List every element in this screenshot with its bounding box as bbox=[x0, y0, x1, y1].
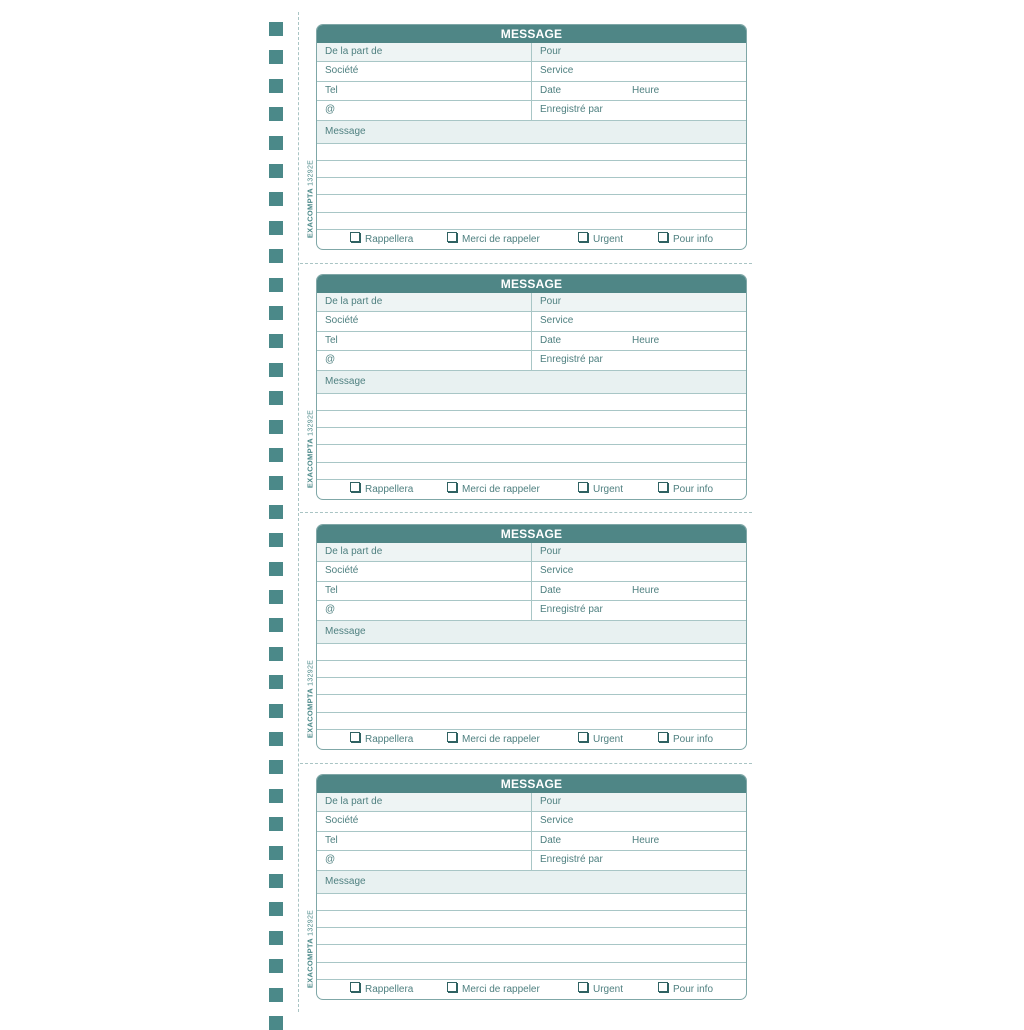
for-field[interactable]: Pour bbox=[540, 796, 562, 807]
form-title: MESSAGE bbox=[317, 25, 746, 43]
binding-hole bbox=[269, 192, 283, 206]
message-line[interactable] bbox=[317, 945, 746, 962]
recorded-by-field[interactable]: Enregistré par bbox=[540, 854, 603, 866]
info-checkbox[interactable] bbox=[658, 233, 713, 247]
message-form bbox=[316, 774, 747, 1000]
checkbox-icon[interactable] bbox=[350, 232, 360, 242]
callback-checkbox[interactable] bbox=[350, 483, 413, 497]
message-form bbox=[316, 24, 747, 250]
side-label bbox=[304, 404, 316, 494]
row-company-service bbox=[317, 62, 746, 81]
from-field[interactable]: De la part de bbox=[317, 543, 532, 561]
checkbox-label: Pour info bbox=[673, 734, 714, 746]
binding-hole bbox=[269, 732, 283, 746]
form-title: MESSAGE bbox=[317, 275, 746, 293]
checkbox-label: Rappellera bbox=[365, 484, 414, 496]
binding-hole bbox=[269, 278, 283, 292]
message-label: Message bbox=[317, 871, 746, 894]
date-label: Date bbox=[540, 334, 562, 346]
time-label: Heure bbox=[632, 334, 660, 346]
brand-name: EXACOMPTA bbox=[305, 688, 315, 739]
urgent-checkbox[interactable] bbox=[578, 983, 623, 997]
message-line[interactable] bbox=[317, 195, 746, 212]
binding-hole bbox=[269, 988, 283, 1002]
service-field[interactable]: Service bbox=[540, 315, 574, 327]
message-label: Message bbox=[317, 121, 746, 144]
from-field[interactable]: De la part de bbox=[317, 43, 532, 61]
row-email-recorded bbox=[317, 601, 746, 620]
binding-hole bbox=[269, 79, 283, 93]
checkbox-icon[interactable] bbox=[578, 232, 588, 242]
info-checkbox[interactable] bbox=[658, 983, 713, 997]
please-call-checkbox[interactable] bbox=[447, 233, 540, 247]
form-title: MESSAGE bbox=[317, 525, 746, 543]
message-line[interactable] bbox=[317, 713, 746, 730]
date-time-field[interactable] bbox=[532, 332, 746, 350]
time-label: Heure bbox=[632, 834, 660, 846]
email-field[interactable]: @ bbox=[317, 101, 532, 119]
checkbox-icon[interactable] bbox=[578, 732, 588, 742]
row-tel-date bbox=[317, 582, 746, 601]
row-tel-date bbox=[317, 332, 746, 351]
recorded-by-field[interactable]: Enregistré par bbox=[540, 354, 603, 366]
tel-field[interactable]: Tel bbox=[317, 332, 532, 350]
checkbox-icon[interactable] bbox=[658, 982, 668, 992]
spiral-binding bbox=[269, 0, 283, 1024]
checkbox-icon[interactable] bbox=[350, 982, 360, 992]
message-line[interactable] bbox=[317, 644, 746, 661]
company-field[interactable]: Société bbox=[317, 812, 532, 830]
tel-field[interactable]: Tel bbox=[317, 832, 532, 850]
checkbox-row bbox=[317, 230, 746, 250]
binding-hole bbox=[269, 846, 283, 860]
checkbox-label: Urgent bbox=[593, 984, 624, 996]
binding-hole bbox=[269, 704, 283, 718]
brand-name: EXACOMPTA bbox=[305, 188, 315, 239]
checkbox-icon[interactable] bbox=[658, 732, 668, 742]
binding-hole bbox=[269, 22, 283, 36]
recorded-by-field[interactable]: Enregistré par bbox=[540, 604, 603, 616]
service-field[interactable]: Service bbox=[540, 65, 574, 77]
binding-hole bbox=[269, 647, 283, 661]
row-email-recorded bbox=[317, 851, 746, 870]
side-text bbox=[306, 910, 315, 988]
checkbox-icon[interactable] bbox=[447, 982, 457, 992]
binding-hole bbox=[269, 789, 283, 803]
message-line[interactable] bbox=[317, 144, 746, 161]
time-label: Heure bbox=[632, 84, 660, 96]
checkbox-icon[interactable] bbox=[658, 232, 668, 242]
row-email-recorded bbox=[317, 101, 746, 120]
row-from-for bbox=[317, 543, 746, 562]
message-line[interactable] bbox=[317, 463, 746, 480]
service-field[interactable]: Service bbox=[540, 815, 574, 827]
email-field[interactable]: @ bbox=[317, 601, 532, 619]
checkbox-icon[interactable] bbox=[578, 482, 588, 492]
side-label bbox=[304, 154, 316, 244]
message-line[interactable] bbox=[317, 394, 746, 411]
binding-hole bbox=[269, 618, 283, 632]
message-line[interactable] bbox=[317, 661, 746, 678]
binding-hole bbox=[269, 476, 283, 490]
binding-hole bbox=[269, 136, 283, 150]
message-form bbox=[316, 274, 747, 500]
row-company-service bbox=[317, 562, 746, 581]
checkbox-label: Pour info bbox=[673, 984, 714, 996]
checkbox-label: Merci de rappeler bbox=[462, 484, 540, 496]
binding-hole bbox=[269, 505, 283, 519]
message-line[interactable] bbox=[317, 911, 746, 928]
binding-hole bbox=[269, 533, 283, 547]
row-tel-date bbox=[317, 82, 746, 101]
row-company-service bbox=[317, 312, 746, 331]
please-call-checkbox[interactable] bbox=[447, 733, 540, 747]
checkbox-row bbox=[317, 730, 746, 750]
horizontal-perforation bbox=[300, 512, 752, 513]
company-field[interactable]: Société bbox=[317, 312, 532, 330]
side-text bbox=[306, 660, 315, 738]
info-checkbox[interactable] bbox=[658, 483, 713, 497]
binding-hole bbox=[269, 1016, 283, 1030]
binding-hole bbox=[269, 931, 283, 945]
binding-hole bbox=[269, 221, 283, 235]
checkbox-label: Urgent bbox=[593, 734, 624, 746]
email-field[interactable]: @ bbox=[317, 851, 532, 869]
row-tel-date bbox=[317, 832, 746, 851]
callback-checkbox[interactable] bbox=[350, 983, 413, 997]
binding-hole bbox=[269, 590, 283, 604]
binding-hole bbox=[269, 448, 283, 462]
please-call-checkbox[interactable] bbox=[447, 483, 540, 497]
for-field[interactable]: Pour bbox=[540, 46, 562, 57]
callback-checkbox[interactable] bbox=[350, 233, 413, 247]
binding-hole bbox=[269, 363, 283, 377]
message-line[interactable] bbox=[317, 178, 746, 195]
checkbox-row bbox=[317, 480, 746, 500]
info-checkbox[interactable] bbox=[658, 733, 713, 747]
please-call-checkbox[interactable] bbox=[447, 983, 540, 997]
time-label: Heure bbox=[632, 584, 660, 596]
side-label bbox=[304, 904, 316, 994]
from-field[interactable]: De la part de bbox=[317, 793, 532, 811]
side-text bbox=[306, 410, 315, 488]
tel-field[interactable]: Tel bbox=[317, 82, 532, 100]
binding-hole bbox=[269, 675, 283, 689]
callback-checkbox[interactable] bbox=[350, 733, 413, 747]
binding-hole bbox=[269, 817, 283, 831]
checkbox-icon[interactable] bbox=[350, 732, 360, 742]
checkbox-label: Rappellera bbox=[365, 734, 414, 746]
binding-hole bbox=[269, 164, 283, 178]
binding-hole bbox=[269, 562, 283, 576]
checkbox-label: Merci de rappeler bbox=[462, 234, 540, 246]
brand-name: EXACOMPTA bbox=[305, 938, 315, 989]
date-label: Date bbox=[540, 834, 562, 846]
date-label: Date bbox=[540, 84, 562, 96]
row-email-recorded bbox=[317, 351, 746, 370]
reference-code: 13292E bbox=[307, 409, 315, 436]
message-line[interactable] bbox=[317, 894, 746, 911]
checkbox-label: Rappellera bbox=[365, 984, 414, 996]
message-line[interactable] bbox=[317, 411, 746, 428]
company-field[interactable]: Société bbox=[317, 62, 532, 80]
message-label: Message bbox=[317, 621, 746, 644]
binding-hole bbox=[269, 420, 283, 434]
checkbox-icon[interactable] bbox=[447, 732, 457, 742]
message-line[interactable] bbox=[317, 428, 746, 445]
row-company-service bbox=[317, 812, 746, 831]
binding-hole bbox=[269, 306, 283, 320]
checkbox-label: Pour info bbox=[673, 234, 714, 246]
recorded-by-field[interactable]: Enregistré par bbox=[540, 104, 603, 116]
for-field[interactable]: Pour bbox=[540, 296, 562, 307]
checkbox-row bbox=[317, 980, 746, 1000]
checkbox-label: Rappellera bbox=[365, 234, 414, 246]
message-line[interactable] bbox=[317, 678, 746, 695]
binding-hole bbox=[269, 107, 283, 121]
email-field[interactable]: @ bbox=[317, 351, 532, 369]
from-field[interactable]: De la part de bbox=[317, 293, 532, 311]
reference-code: 13292E bbox=[307, 909, 315, 936]
row-from-for bbox=[317, 293, 746, 312]
binding-hole bbox=[269, 249, 283, 263]
horizontal-perforation bbox=[300, 263, 752, 264]
checkbox-icon[interactable] bbox=[447, 482, 457, 492]
binding-hole bbox=[269, 902, 283, 916]
urgent-checkbox[interactable] bbox=[578, 233, 623, 247]
message-form bbox=[316, 524, 747, 750]
date-time-field[interactable] bbox=[532, 582, 746, 600]
binding-hole bbox=[269, 391, 283, 405]
urgent-checkbox[interactable] bbox=[578, 733, 623, 747]
for-field[interactable]: Pour bbox=[540, 546, 562, 557]
checkbox-label: Merci de rappeler bbox=[462, 984, 540, 996]
message-line[interactable] bbox=[317, 695, 746, 712]
row-from-for bbox=[317, 43, 746, 62]
checkbox-icon[interactable] bbox=[350, 482, 360, 492]
tel-field[interactable]: Tel bbox=[317, 582, 532, 600]
date-time-field[interactable] bbox=[532, 832, 746, 850]
message-line[interactable] bbox=[317, 928, 746, 945]
checkbox-label: Urgent bbox=[593, 234, 624, 246]
checkbox-label: Merci de rappeler bbox=[462, 734, 540, 746]
binding-hole bbox=[269, 874, 283, 888]
binding-hole bbox=[269, 959, 283, 973]
reference-code: 13292E bbox=[307, 659, 315, 686]
brand-name: EXACOMPTA bbox=[305, 438, 315, 489]
checkbox-icon[interactable] bbox=[658, 482, 668, 492]
binding-hole bbox=[269, 50, 283, 64]
side-label bbox=[304, 654, 316, 744]
checkbox-label: Urgent bbox=[593, 484, 624, 496]
checkbox-icon[interactable] bbox=[578, 982, 588, 992]
reference-code: 13292E bbox=[307, 159, 315, 186]
binding-hole bbox=[269, 334, 283, 348]
message-line[interactable] bbox=[317, 213, 746, 230]
row-from-for bbox=[317, 793, 746, 812]
checkbox-label: Pour info bbox=[673, 484, 714, 496]
vertical-perforation bbox=[298, 12, 299, 1012]
form-title: MESSAGE bbox=[317, 775, 746, 793]
message-line[interactable] bbox=[317, 445, 746, 462]
message-line[interactable] bbox=[317, 161, 746, 178]
date-time-field[interactable] bbox=[532, 82, 746, 100]
message-line[interactable] bbox=[317, 963, 746, 980]
checkbox-icon[interactable] bbox=[447, 232, 457, 242]
horizontal-perforation bbox=[300, 763, 752, 764]
binding-hole bbox=[269, 760, 283, 774]
service-field[interactable]: Service bbox=[540, 565, 574, 577]
date-label: Date bbox=[540, 584, 562, 596]
side-text bbox=[306, 160, 315, 238]
message-label: Message bbox=[317, 371, 746, 394]
company-field[interactable]: Société bbox=[317, 562, 532, 580]
urgent-checkbox[interactable] bbox=[578, 483, 623, 497]
